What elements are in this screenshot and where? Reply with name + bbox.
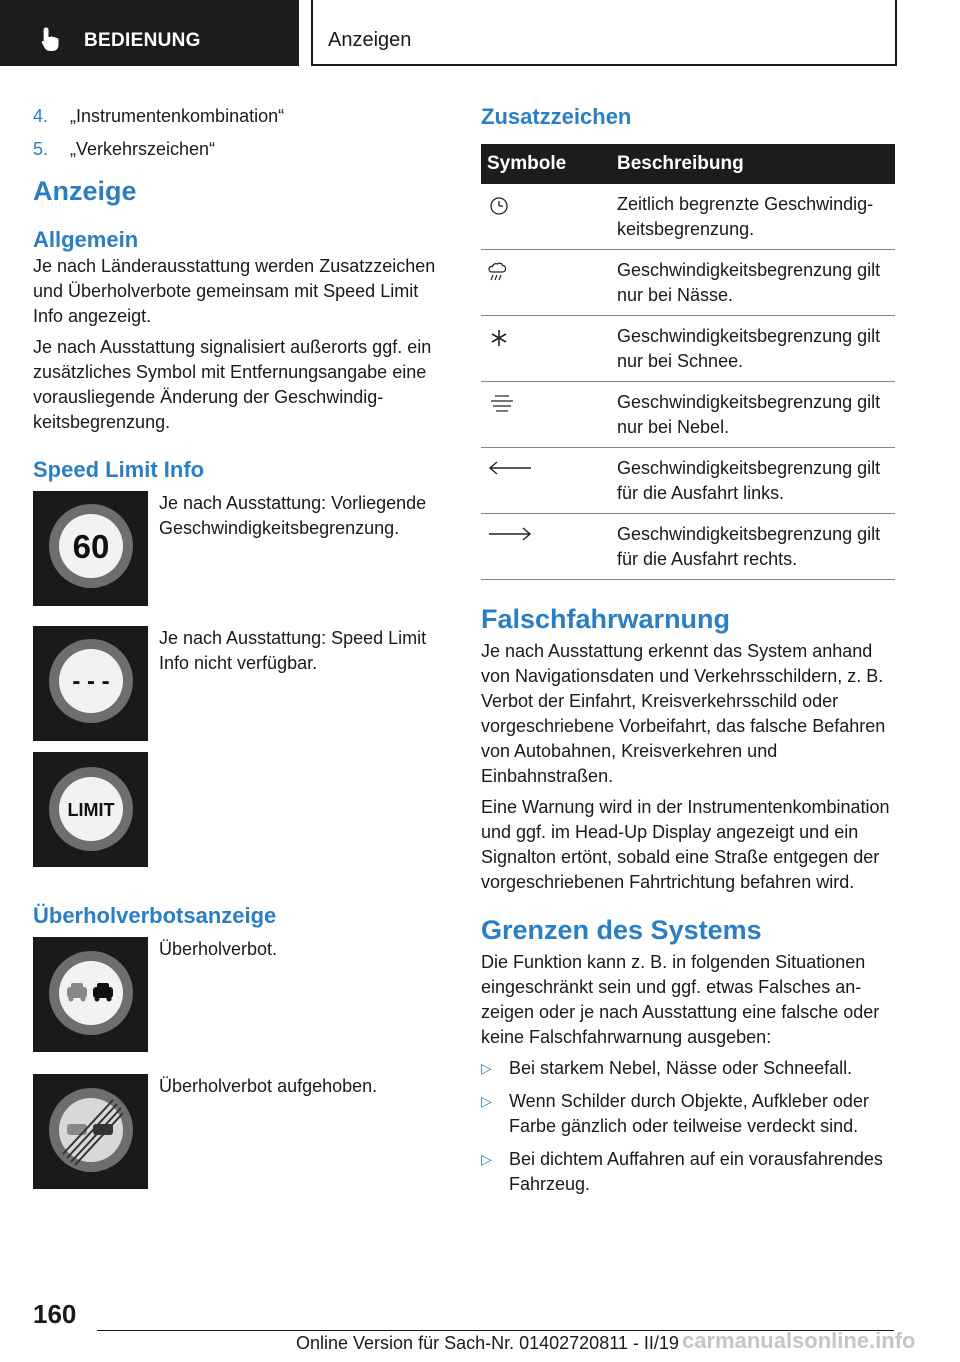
symbol-cell	[481, 448, 611, 514]
sign-row	[33, 1074, 449, 1199]
heading-speed-limit-info: Speed Limit Info	[33, 457, 205, 482]
paragraph: Die Funktion kann z. B. in folgenden Situationen eingeschränkt sein und ggf. etwas Falsches anzeigen oder je nach Ausstattung eine falsche oder keine Falschfahrwarnung ausgeben:	[481, 952, 880, 1047]
triangle-bullet-icon: ▷	[481, 1093, 492, 1109]
hand-pointer-icon	[40, 26, 62, 52]
table-row	[481, 448, 895, 514]
end-no-overtaking-sign	[33, 1074, 148, 1189]
paragraph: Je nach Ausstattung erkennt das System anhand von Navigationsdaten und Verkehrsschildern, z. B. Verbot der Einfahrt, Kreisverkehrsschild oder vorgeschriebene Vorbeifahrt, das falsche Befahren von Autobahnen, Kreisverkehren und Einbahnstraßen.	[481, 641, 886, 786]
section-title: Anzeigen	[328, 29, 412, 51]
paragraph: Je nach Länderausstattung werden Zusatzzeichen und Überholverbote gemeinsam mit Speed Limit Info angezeigt.	[33, 256, 436, 326]
list-text: Wenn Schilder durch Objekte, Aufkleber oder Farbe gänzlich oder teilweise verdeckt sind.	[509, 1091, 869, 1136]
table-row	[481, 382, 895, 448]
description-cell: Geschwindigkeitsbegrenzung gilt nur bei Nässe.	[611, 250, 895, 316]
table-header-row	[481, 144, 895, 184]
symbol-cell	[481, 250, 611, 316]
list-item	[481, 1147, 895, 1197]
symbol-cell	[481, 316, 611, 382]
left-column	[33, 100, 449, 1199]
watermark: carmanualsonline.info	[682, 1328, 916, 1353]
arrow-left-icon	[487, 460, 533, 476]
sign-row	[33, 491, 449, 616]
list-item	[481, 1089, 895, 1139]
column-header: Beschreibung	[611, 144, 895, 184]
symbol-cell	[481, 382, 611, 448]
table-row	[481, 250, 895, 316]
symbol-cell	[481, 514, 611, 580]
arrow-right-icon	[487, 526, 533, 542]
heading-allgemein: Allgemein	[33, 227, 139, 252]
heading-grenzen: Grenzen des Systems	[481, 915, 762, 945]
sign-row	[33, 937, 449, 1074]
triangle-bullet-icon: ▷	[481, 1060, 492, 1076]
list-text: Bei starkem Nebel, Nässe oder Schneefall.	[509, 1058, 853, 1078]
symbol-cell	[481, 184, 611, 250]
paragraph: Eine Warnung wird in der Instrumentenkombination und ggf. im Head-Up Display angezeigt und ein Signalton ertönt, sobald eine Straße entgegen der vorgeschriebenen Fahrtrichtung befahren wird.	[481, 797, 890, 892]
sign-description: Je nach Ausstattung: Vorliegende Geschwindigkeitsbegrenzung.	[159, 493, 427, 538]
description-cell: Geschwindigkeitsbegrenzung gilt nur bei Schnee.	[611, 316, 895, 382]
list-item	[33, 137, 449, 162]
zusatzzeichen-table	[481, 144, 895, 580]
no-overtaking-sign	[33, 937, 148, 1052]
sign-row	[33, 626, 449, 751]
bullet-list	[481, 1056, 895, 1197]
page-number: 160	[33, 1299, 77, 1329]
rain-cloud-icon	[487, 262, 513, 284]
sign-text: 60	[72, 528, 110, 565]
description-cell: Geschwindigkeitsbegrenzung gilt für die Ausfahrt rechts.	[611, 514, 895, 580]
heading-anzeige: Anzeige	[33, 176, 137, 206]
fog-icon	[487, 394, 517, 414]
header-tab	[0, 0, 299, 66]
table-row	[481, 184, 895, 250]
list-text: „Verkehrszeichen“	[70, 139, 216, 159]
heading-zusatzzeichen: Zusatzzeichen	[481, 104, 632, 129]
column-header: Symbole	[481, 144, 611, 184]
description-cell: Geschwindigkeitsbegrenzung gilt für die Ausfahrt links.	[611, 448, 895, 514]
list-item	[481, 1056, 895, 1081]
heading-ueberholverbot: Überholverbotsanzeige	[33, 903, 277, 928]
tab-label: BEDIENUNG	[84, 30, 201, 51]
sign-description: Überholverbot.	[159, 939, 278, 959]
sign-row	[33, 752, 449, 877]
list-number: 4.	[33, 106, 49, 126]
footer-online-version: Online Version für Sach-Nr. 01402720811 - II/19	[296, 1333, 679, 1353]
paragraph: Je nach Ausstattung signalisiert außerorts ggf. ein zusätzliches Symbol mit Entfernungsangabe eine vorausliegende Änderung der Geschwindigkeitsbegrenzung.	[33, 337, 432, 432]
table-row	[481, 514, 895, 580]
speed-limit-limit-sign	[33, 752, 148, 867]
sign-text: LIMIT	[67, 800, 115, 820]
triangle-bullet-icon: ▷	[481, 1151, 492, 1167]
speed-limit-60-sign	[33, 491, 148, 606]
sign-description: Überholverbot aufgehoben.	[159, 1076, 378, 1096]
numbered-list	[33, 104, 449, 162]
description-cell: Geschwindigkeitsbegrenzung gilt nur bei Nebel.	[611, 382, 895, 448]
right-column	[481, 100, 895, 1205]
heading-falschfahrwarnung: Falschfahrwarnung	[481, 604, 731, 634]
description-cell: Zeitlich begrenzte Geschwindigkeitsbegrenzung.	[611, 184, 895, 250]
sign-text: - - -	[72, 668, 110, 695]
snowflake-icon	[487, 328, 513, 348]
list-number: 5.	[33, 139, 49, 159]
list-text: „Instrumentenkombination“	[70, 106, 285, 126]
clock-icon	[487, 196, 513, 216]
list-item	[33, 104, 449, 129]
header-title-box	[311, 0, 897, 66]
list-text: Bei dichtem Auffahren auf ein vorausfahrendes Fahrzeug.	[509, 1149, 883, 1194]
sign-description: Je nach Ausstattung: Speed Limit Info nicht verfügbar.	[159, 628, 427, 673]
speed-limit-unavailable-sign	[33, 626, 148, 741]
table-row	[481, 316, 895, 382]
